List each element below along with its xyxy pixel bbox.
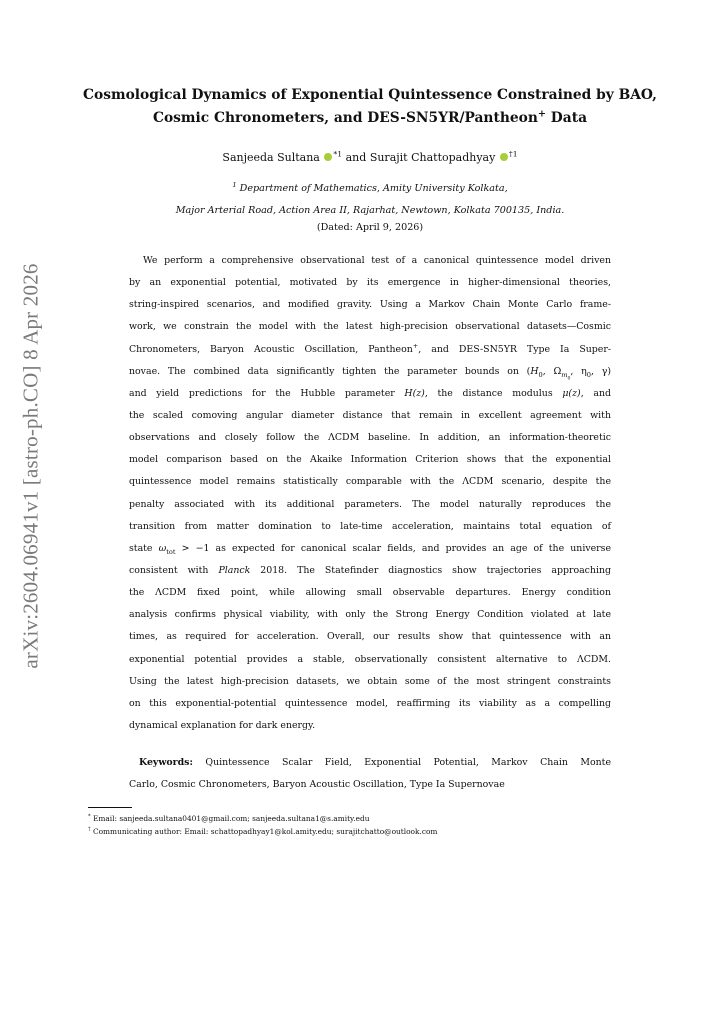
arxiv-stamp-text: arXiv:2604.06941v1 [astro-ph.CO] 8 Apr 2026 — [18, 263, 43, 669]
paper-title — [80, 84, 660, 130]
footnote-email: * Email: sanjeeda.sultana0401@gmail.com; sanjeeda.sultana1@s.amity.edu — [88, 813, 370, 823]
title-line-2: Cosmic Chronometers, and DES-SN5YR/Pantheon+ Data — [152, 108, 588, 126]
author-1-name: Sanjeeda Sultana — [222, 151, 320, 164]
abstract: We perform a comprehensive observational test of a canonical quintessence model driven by an exponential potential, motivated by its emergence in higher-dimensional theories, string-inspired scenarios, and modified gravity. Using a Markov Chain Monte Carlo frame- work, we constrain the model with the latest high-precision observational datasets—Cosmic Chronometers, Baryon Acoustic Oscillation, Pantheon+, and DES-SN5YR Type Ia Super- novae. The combined data significantly tighten the parameter bounds on ($H_0$, $\Omega_{m_0}$, $\eta_0$, γ) and yield predictions for the Hubble parameter H(z), the distance modulus μ(z), and the scaled comoving angular diameter distance that remain in excellent agreement with observations and closely follow the ΛCDM baseline. In addition, an information-theoretic model comparison based on the Akaike Information Criterion shows that the exponential quintessence model remains statistically comparable with the ΛCDM scenario, despite the penalty associated with its additional parameters. The model naturally reproduces the transition from matter domination to late-time acceleration, maintains total equation of state $\omega_{tot} > -1$ as expected for canonical scalar fields, and provides an age of the universe consistent with Planck 2018. The Statefinder diagnostics show trajectories approaching the ΛCDM fixed point, while allowing small observable departures. Energy condition analysis confirms physical viability, with only the Strong Energy Condition violated at late times, as required for acceleration. Overall, our results show that quintessence with an exponential potential provides a stable, observationally consistent alternative to ΛCDM. Using the latest high-precision datasets, we obtain some of the most stringent constraints on this exponential-potential quintessence model, reaffirming its viability as a compelling dynamical explanation for dark energy. — [129, 255, 612, 731]
keywords-label: Keywords: — [139, 757, 193, 768]
affiliation — [80, 178, 660, 222]
author-2-name: Surajit Chattopadhyay — [369, 151, 496, 164]
affiliation-line-2: Major Arterial Road, Action Area II, Rajarhat, Newtown, Kolkata 700135, India. — [175, 205, 565, 216]
keywords: Keywords: Quintessence Scalar Field, Exponential Potential, Markov Chain Monte Carlo, Cosmic Chronometers, Baryon Acoustic Oscillation, Type Ia Supernovae — [129, 757, 611, 790]
arxiv-identifier-stamp — [18, 263, 44, 669]
author-1-marks: *1 — [333, 149, 343, 159]
affiliation-line-1: $^1$ Department of Mathematics, Amity University Kolkata, — [232, 180, 508, 194]
orcid-icon[interactable] — [500, 153, 508, 161]
footnote-rule — [88, 807, 132, 808]
author-list: Sanjeeda Sultana $^{*1}$ and Surajit Chattopadhyay $^{\dagger 1}$ — [222, 149, 518, 164]
orcid-icon[interactable] — [324, 153, 332, 161]
title-line-1: Cosmological Dynamics of Exponential Quintessence Constrained by BAO, — [83, 87, 657, 103]
footnote-corresponding: † Communicating author: Email: schattopadhyay1@kol.amity.edu; surajitchatto@outlook.com — [88, 826, 438, 836]
footnotes — [88, 812, 648, 838]
author-2-marks: †1 — [508, 149, 518, 159]
dated-line: (Dated: April 9, 2026) — [316, 222, 424, 233]
